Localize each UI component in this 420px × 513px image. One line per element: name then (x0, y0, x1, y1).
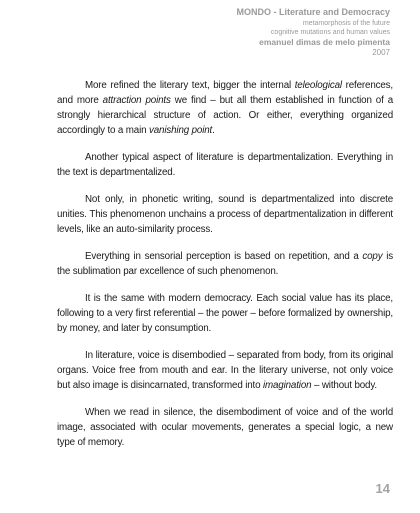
italic-text: teleological (294, 80, 342, 91)
header-title: MONDO - Literature and Democracy (236, 7, 390, 17)
paragraph (57, 348, 393, 393)
paragraph (57, 192, 393, 237)
text-run: Another typical aspect of literature is departmentalization. Everything in the text is departmentalized. (57, 152, 393, 178)
text-run: In literature, voice is disembodied – separated from body, from its original organs. Voice free from mouth and ear. In the literary universe, not only voice but also image is disincarnated, transformed into (57, 350, 393, 391)
paragraph (57, 78, 393, 138)
text-run: Not only, in phonetic writing, sound is departmentalized into discrete unities. This phenomenon unchains a process of departmentalization in different levels, like an auto-similarity process. (57, 194, 393, 235)
body-text (57, 78, 393, 462)
text-run: . (212, 125, 215, 136)
running-header (236, 7, 390, 58)
text-run: – without body. (311, 380, 377, 391)
paragraph (57, 405, 393, 450)
paragraph (57, 291, 393, 336)
italic-text: imagination (262, 380, 312, 391)
italic-text: vanishing point (149, 125, 213, 136)
header-subtitle-2: cognitive mutations and human values (270, 28, 390, 36)
header-subtitle: metamorphosis of the future (302, 19, 390, 27)
text-run: we find – but all them established in function of a strongly hierarchical structure of action. Or either, everything organized accordingly to a main (57, 95, 393, 136)
text-run: When we read in silence, the disembodiment of voice and of the world image, associated with ocular movements, generates a special logic, a new type of memory. (57, 407, 393, 448)
text-run: More refined the literary text, bigger the internal (85, 80, 295, 91)
text-run: is the sublimation par excellence of such phenomenon. (57, 251, 393, 277)
italic-text: copy (362, 251, 383, 262)
italic-text: attraction points (102, 95, 171, 106)
paragraph (57, 150, 393, 180)
text-run: Everything in sensorial perception is based on repetition, and a (85, 251, 363, 262)
header-author: emanuel dimas de melo pimenta (259, 36, 390, 47)
paragraph (57, 249, 393, 279)
header-year: 2007 (372, 47, 390, 57)
text-run: It is the same with modern democracy. Each social value has its place, following to a very first referential – the power – before formalized by ownership, by money, and later by consumption. (57, 293, 393, 334)
page-number: 14 (375, 481, 390, 496)
text-run: references, and more (57, 80, 394, 106)
